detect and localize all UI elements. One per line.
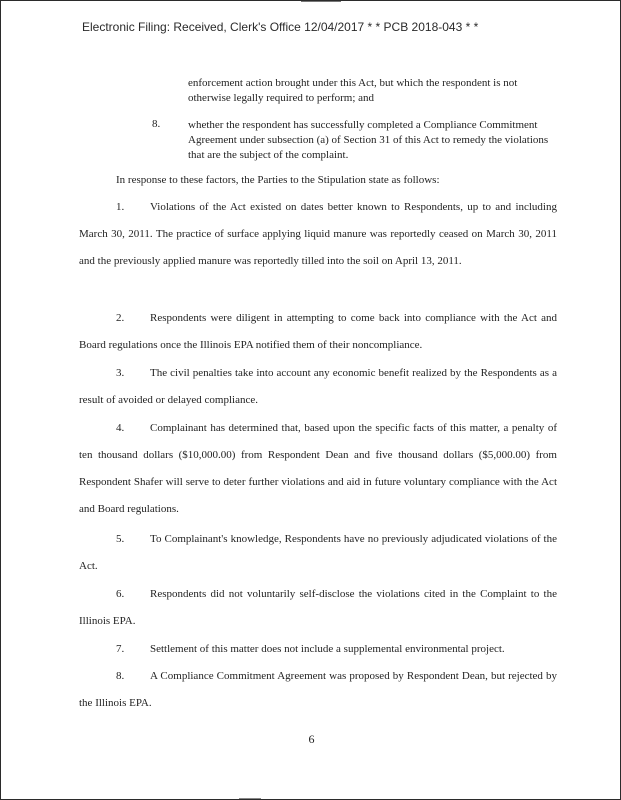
paragraph-text: A Compliance Commitment Agreement was proposed by Respondent Dean, but rejected by the Illinois EPA. [79, 670, 557, 709]
paragraph-6 [79, 581, 557, 635]
paragraph-number: 6. [116, 588, 125, 600]
factor-item-continued: enforcement action brought under this Act, but which the respondent is not otherwise legally required to perform; and [188, 77, 518, 104]
paragraph-number: 7. [116, 643, 125, 655]
factor-item-8-number: 8. [152, 118, 161, 130]
paragraph-text: Violations of the Act existed on dates better known to Respondents, up to and including March 30, 2011. The practice of surface applying liquid manure was reportedly ceased on March 30, 2011 and the previously applied manure was reportedly tilled into the soil on April 13, 2011. [79, 201, 557, 267]
paragraph-number: 3. [116, 367, 125, 379]
paragraph-text: Respondents were diligent in attempting to come back into compliance with the Act and Board regulations once the Illinois EPA notified them of their noncompliance. [79, 312, 557, 351]
paragraph-number: 1. [116, 201, 125, 213]
stipulation-intro: In response to these factors, the Parties to the Stipulation state as follows: [116, 174, 440, 186]
paragraph-number: 5. [116, 533, 125, 545]
scan-edge-mark [239, 798, 261, 799]
paragraph-text: To Complainant's knowledge, Respondents have no previously adjudicated violations of the Act. [79, 533, 557, 572]
paragraph-text: Settlement of this matter does not include a supplemental environmental project. [150, 643, 505, 655]
factor-item-8-text: whether the respondent has successfully completed a Compliance Commitment Agreement under subsection (a) of Section 31 of this Act to remedy the violations that are the subject of the complaint. [188, 119, 549, 161]
paragraph-7 [79, 636, 557, 663]
paragraph-8 [79, 663, 557, 717]
paragraph-4 [79, 415, 557, 523]
paragraph-text: The civil penalties take into account any economic benefit realized by the Respondents as a result of avoided or delayed compliance. [79, 367, 557, 406]
paragraph-3 [79, 360, 557, 414]
filing-stamp-header: Electronic Filing: Received, Clerk's Office 12/04/2017 * * PCB 2018-043 * * [82, 20, 479, 34]
paragraph-2 [79, 305, 557, 359]
page-number: 6 [308, 732, 315, 746]
paragraph-5 [79, 526, 557, 580]
paragraph-text: Complainant has determined that, based upon the specific facts of this matter, a penalty of ten thousand dollars ($10,000.00) from Respondent Dean and five thousand dollars ($5,000.00) from Respondent Shafer will serve to deter further violations and aid in future voluntary compliance with the Act and Board regulations. [79, 422, 557, 515]
paragraph-number: 2. [116, 312, 125, 324]
paragraph-text: Respondents did not voluntarily self-disclose the violations cited in the Complaint to the Illinois EPA. [79, 588, 557, 627]
paragraph-1 [79, 194, 557, 275]
scan-edge-mark [301, 1, 341, 2]
paragraph-number: 4. [116, 422, 125, 434]
paragraph-number: 8. [116, 670, 125, 682]
